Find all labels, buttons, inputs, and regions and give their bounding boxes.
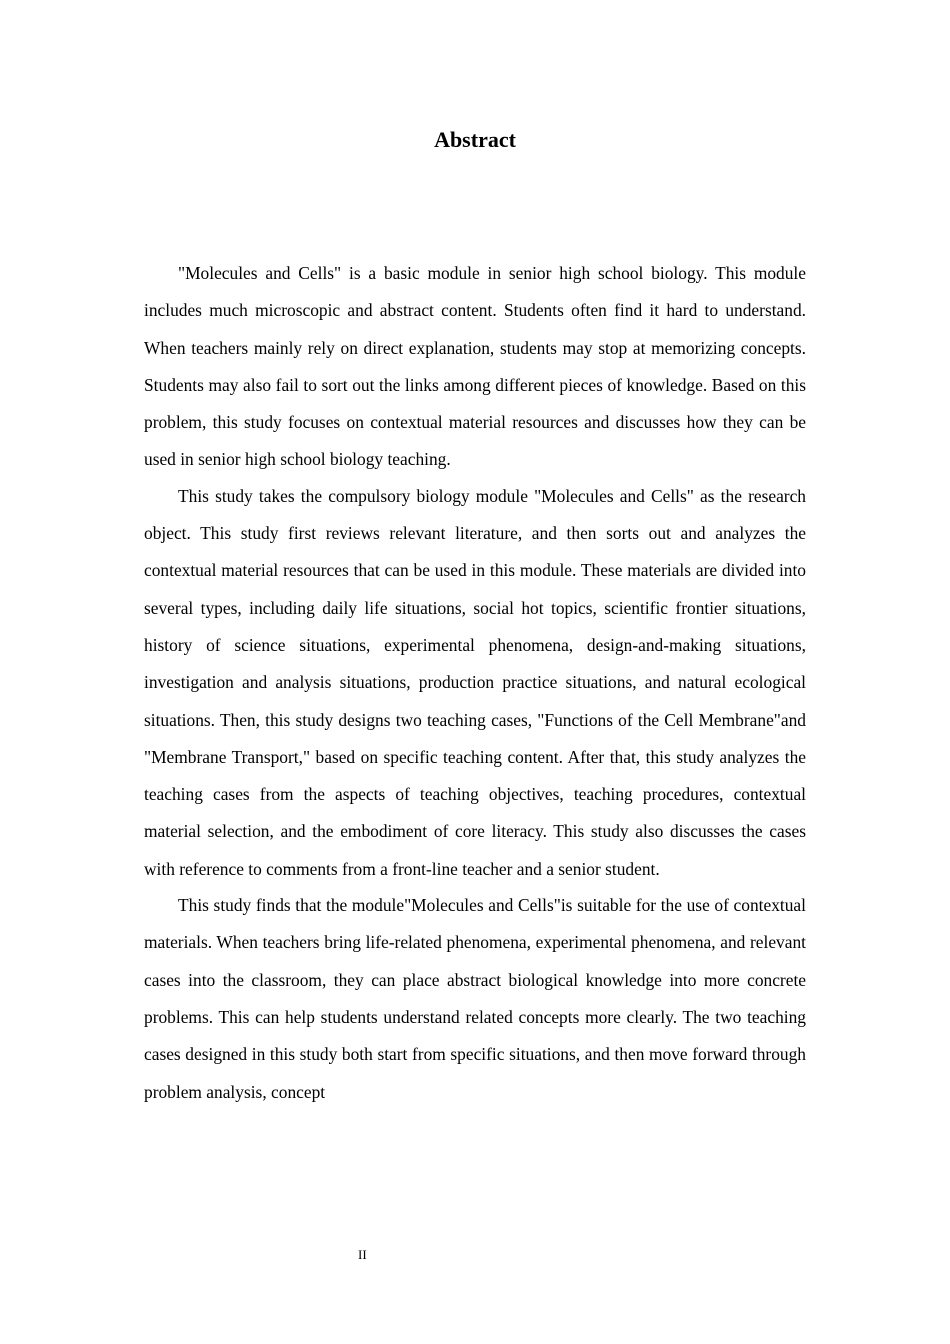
abstract-paragraph-3: This study finds that the module"Molecules and Cells"is suitable for the use of contextual materials. When teachers bring life-related phenomena, experimental phenomena, and relevant cases into the classroom, they can place abstract biological knowledge into more concrete problems. This can help students understand related concepts more clearly. The two teaching cases designed in this study both start from specific situations, and then move forward through problem analysis, concept [144,895,806,1102]
abstract-paragraph-1: "Molecules and Cells" is a basic module in senior high school biology. This module includes much microscopic and abstract content. Students often find it hard to understand. When teachers mainly rely on direct explanation, students may stop at memorizing concepts. Students may also fail to sort out the links among different pieces of knowledge. Based on this problem, this study focuses on contextual material resources and discusses how they can be used in senior high school biology teaching. [144,263,806,470]
page-number: II [358,1247,367,1262]
page-title: Abstract [434,127,516,152]
abstract-body [144,255,806,1110]
abstract-paragraph-2: This study takes the compulsory biology module "Molecules and Cells" as the research object. This study first reviews relevant literature, and then sorts out and analyzes the contextual material resources that can be used in this module. These materials are divided into several types, including daily life situations, social hot topics, scientific frontier situations, history of science situations, experimental phenomena, design-and-making situations, investigation and analysis situations, production practice situations, and natural ecological situations. Then, this study designs two teaching cases, "Functions of the Cell Membrane"and "Membrane Transport," based on specific teaching content. After that, this study analyzes the teaching cases from the aspects of teaching objectives, teaching procedures, contextual material selection, and the embodiment of core literacy. This study also discusses the cases with reference to comments from a front-line teacher and a senior student. [144,485,806,879]
